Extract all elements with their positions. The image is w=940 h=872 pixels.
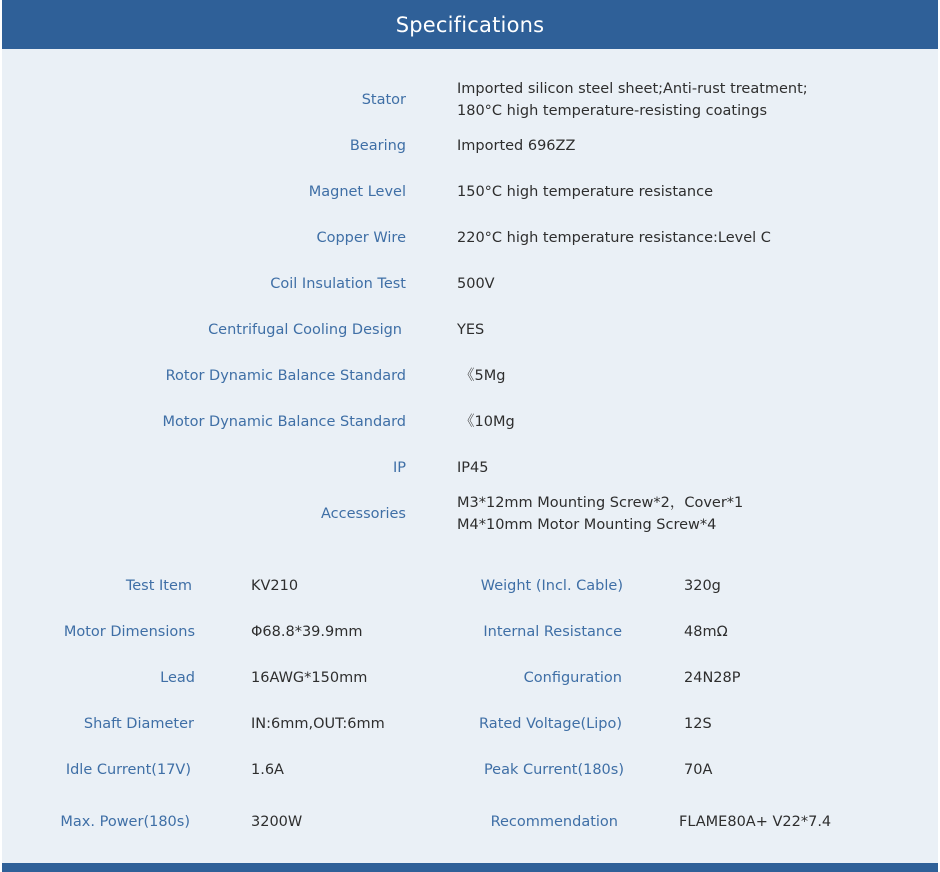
param-label-test-item: Test Item bbox=[125, 578, 192, 594]
spec-value-ip: IP45 bbox=[457, 460, 489, 476]
spec-label-stator: Stator bbox=[361, 92, 406, 108]
spec-label-motor-balance: Motor Dynamic Balance Standard bbox=[162, 414, 406, 430]
spec-label-centrifugal-cooling: Centrifugal Cooling Design bbox=[208, 322, 402, 338]
spec-label-magnet-level: Magnet Level bbox=[308, 184, 406, 200]
spec-label-rotor-balance: Rotor Dynamic Balance Standard bbox=[165, 368, 406, 384]
param-label-rated-voltage: Rated Voltage(Lipo) bbox=[479, 716, 622, 732]
spec-value-rotor-balance: 《5Mg bbox=[460, 368, 506, 384]
spec-label-coil-insulation-test: Coil Insulation Test bbox=[270, 276, 406, 292]
param-value-internal-resistance: 48mΩ bbox=[684, 624, 728, 640]
spec-label-accessories: Accessories bbox=[321, 506, 406, 522]
spec-value-bearing: Imported 696ZZ bbox=[457, 138, 576, 154]
param-label-max-power: Max. Power(180s) bbox=[60, 814, 190, 830]
param-value-max-power: 3200W bbox=[251, 814, 303, 830]
param-value-rated-voltage: 12S bbox=[684, 716, 712, 732]
param-label-motor-dimensions: Motor Dimensions bbox=[63, 624, 195, 640]
spec-label-ip: IP bbox=[392, 460, 406, 476]
spec-value-magnet-level: 150°C high temperature resistance bbox=[457, 184, 713, 200]
specifications-header bbox=[2, 0, 938, 49]
footer-bar bbox=[2, 863, 938, 872]
param-label-weight: Weight (Incl. Cable) bbox=[480, 578, 623, 594]
param-value-configuration: 24N28P bbox=[684, 670, 741, 686]
param-label-idle-current: Idle Current(17V) bbox=[65, 762, 191, 778]
spec-value-centrifugal-cooling: YES bbox=[457, 322, 485, 338]
param-value-recommendation: FLAME80A+ V22*7.4 bbox=[679, 814, 832, 830]
param-label-peak-current: Peak Current(180s) bbox=[483, 762, 624, 778]
spec-value-accessories-line-2: M4*10mm Motor Mounting Screw*4 bbox=[457, 517, 717, 533]
spec-value-coil-insulation-test: 500V bbox=[457, 276, 495, 292]
param-value-peak-current: 70A bbox=[684, 762, 713, 778]
param-value-motor-dimensions: Φ68.8*39.9mm bbox=[251, 624, 363, 640]
param-value-test-item: KV210 bbox=[251, 578, 299, 594]
param-label-internal-resistance: Internal Resistance bbox=[483, 624, 622, 640]
param-label-recommendation: Recommendation bbox=[490, 814, 618, 830]
spec-value-accessories-line-1: M3*12mm Mounting Screw*2，Cover*1 bbox=[457, 495, 744, 511]
param-value-lead: 16AWG*150mm bbox=[251, 670, 368, 686]
spec-value-motor-balance: 《10Mg bbox=[460, 414, 515, 430]
param-value-shaft-diameter: IN:6mm,OUT:6mm bbox=[251, 716, 385, 732]
spec-value-copper-wire: 220°C high temperature resistance:Level C bbox=[457, 230, 771, 246]
spec-value-stator-line-2: 180°C high temperature-resisting coatings bbox=[457, 103, 768, 119]
spec-label-bearing: Bearing bbox=[349, 138, 406, 154]
param-label-configuration: Configuration bbox=[523, 670, 622, 686]
param-label-shaft-diameter: Shaft Diameter bbox=[83, 716, 194, 732]
spec-value-stator-line-1: Imported silicon steel sheet;Anti-rust treatment; bbox=[457, 81, 808, 97]
param-value-weight: 320g bbox=[684, 578, 721, 594]
spec-label-copper-wire: Copper Wire bbox=[316, 230, 406, 246]
param-value-idle-current: 1.6A bbox=[251, 762, 284, 778]
param-label-lead: Lead bbox=[160, 670, 195, 686]
page-title: Specifications bbox=[395, 12, 545, 37]
